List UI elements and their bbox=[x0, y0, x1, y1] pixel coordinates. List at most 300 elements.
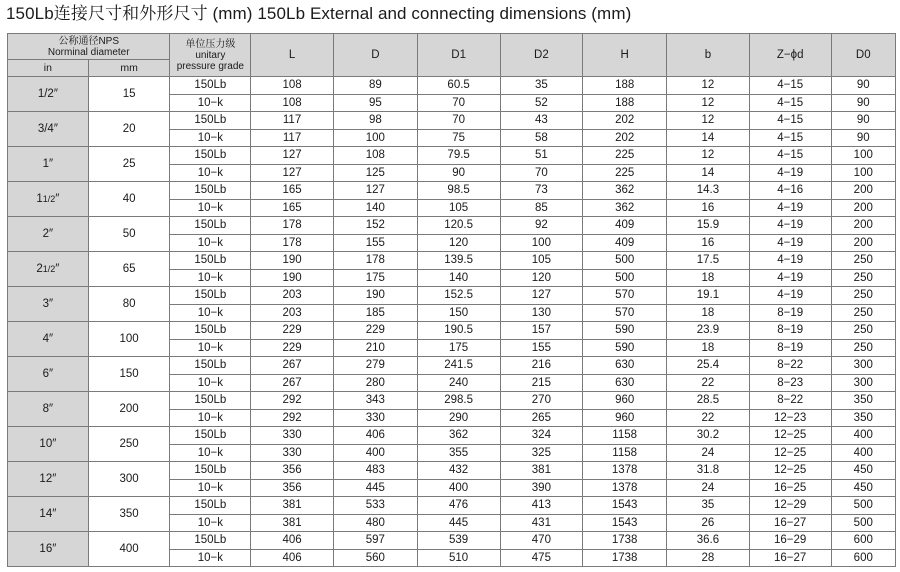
value-cell: 185 bbox=[333, 304, 417, 322]
value-cell: 4−19 bbox=[749, 217, 831, 235]
value-cell: 381 bbox=[251, 514, 334, 532]
value-cell: 4−19 bbox=[749, 287, 831, 305]
table-row bbox=[8, 462, 896, 480]
nps-mm-cell: 100 bbox=[88, 322, 170, 357]
table-row bbox=[8, 532, 896, 550]
value-cell: 325 bbox=[500, 444, 583, 462]
value-cell: 51 bbox=[500, 147, 583, 165]
value-cell: 292 bbox=[251, 409, 334, 427]
value-cell: 432 bbox=[417, 462, 500, 480]
nps-mm-cell: 65 bbox=[88, 252, 170, 287]
value-cell: 1738 bbox=[583, 549, 667, 567]
grade-cell: 10−k bbox=[170, 304, 251, 322]
value-cell: 4−15 bbox=[749, 94, 831, 112]
grade-cell: 10−k bbox=[170, 339, 251, 357]
value-cell: 108 bbox=[333, 147, 417, 165]
value-cell: 90 bbox=[831, 94, 895, 112]
value-cell: 12−29 bbox=[749, 497, 831, 515]
value-cell: 16 bbox=[667, 234, 750, 252]
value-cell: 300 bbox=[831, 374, 895, 392]
table-row bbox=[8, 77, 896, 95]
value-cell: 4−19 bbox=[749, 199, 831, 217]
value-cell: 90 bbox=[417, 164, 500, 182]
value-cell: 250 bbox=[831, 322, 895, 340]
value-cell: 300 bbox=[831, 357, 895, 375]
value-cell: 79.5 bbox=[417, 147, 500, 165]
value-cell: 200 bbox=[831, 199, 895, 217]
value-cell: 250 bbox=[831, 269, 895, 287]
value-cell: 533 bbox=[333, 497, 417, 515]
value-cell: 12−25 bbox=[749, 462, 831, 480]
value-cell: 24 bbox=[667, 479, 750, 497]
value-cell: 19.1 bbox=[667, 287, 750, 305]
grade-cell: 150Lb bbox=[170, 322, 251, 340]
value-cell: 100 bbox=[333, 129, 417, 147]
value-cell: 590 bbox=[583, 322, 667, 340]
value-cell: 127 bbox=[500, 287, 583, 305]
value-cell: 70 bbox=[500, 164, 583, 182]
value-cell: 120 bbox=[500, 269, 583, 287]
value-cell: 450 bbox=[831, 462, 895, 480]
value-cell: 560 bbox=[333, 549, 417, 567]
value-cell: 14 bbox=[667, 164, 750, 182]
value-cell: 250 bbox=[831, 287, 895, 305]
value-cell: 225 bbox=[583, 147, 667, 165]
table-row bbox=[8, 392, 896, 410]
value-cell: 630 bbox=[583, 374, 667, 392]
nps-mm-cell: 80 bbox=[88, 287, 170, 322]
value-cell: 265 bbox=[500, 409, 583, 427]
value-cell: 1378 bbox=[583, 462, 667, 480]
fraction-part: 1/2 bbox=[42, 264, 56, 274]
value-cell: 250 bbox=[831, 304, 895, 322]
header-col-b: b bbox=[667, 34, 750, 77]
header-nominal-diameter bbox=[8, 34, 170, 60]
header-in: in bbox=[8, 60, 89, 77]
grade-cell: 150Lb bbox=[170, 77, 251, 95]
nps-in-cell: 4″ bbox=[8, 322, 89, 357]
nps-mm-cell: 350 bbox=[88, 497, 170, 532]
value-cell: 8−22 bbox=[749, 357, 831, 375]
value-cell: 202 bbox=[583, 129, 667, 147]
value-cell: 120 bbox=[417, 234, 500, 252]
value-cell: 480 bbox=[333, 514, 417, 532]
value-cell: 105 bbox=[417, 199, 500, 217]
value-cell: 12−23 bbox=[749, 409, 831, 427]
value-cell: 175 bbox=[417, 339, 500, 357]
value-cell: 12−25 bbox=[749, 444, 831, 462]
value-cell: 152 bbox=[333, 217, 417, 235]
value-cell: 413 bbox=[500, 497, 583, 515]
value-cell: 28 bbox=[667, 549, 750, 567]
value-cell: 292 bbox=[251, 392, 334, 410]
value-cell: 500 bbox=[831, 514, 895, 532]
table-row bbox=[8, 252, 896, 270]
value-cell: 8−19 bbox=[749, 339, 831, 357]
nps-mm-cell: 20 bbox=[88, 112, 170, 147]
value-cell: 200 bbox=[831, 234, 895, 252]
grade-cell: 150Lb bbox=[170, 427, 251, 445]
value-cell: 362 bbox=[417, 427, 500, 445]
value-cell: 240 bbox=[417, 374, 500, 392]
value-cell: 60.5 bbox=[417, 77, 500, 95]
value-cell: 178 bbox=[251, 234, 334, 252]
header-col-D2: D2 bbox=[500, 34, 583, 77]
value-cell: 600 bbox=[831, 532, 895, 550]
value-cell: 1158 bbox=[583, 427, 667, 445]
grade-cell: 10−k bbox=[170, 234, 251, 252]
header-nps-en: Norminal diameter bbox=[47, 47, 130, 58]
value-cell: 58 bbox=[500, 129, 583, 147]
nps-mm-cell: 250 bbox=[88, 427, 170, 462]
header-grade-en1: unitary bbox=[195, 49, 226, 61]
value-cell: 267 bbox=[251, 374, 334, 392]
grade-cell: 150Lb bbox=[170, 532, 251, 550]
value-cell: 4−15 bbox=[749, 77, 831, 95]
value-cell: 4−19 bbox=[749, 269, 831, 287]
header-col-L: L bbox=[251, 34, 334, 77]
grade-cell: 10−k bbox=[170, 374, 251, 392]
table-row bbox=[8, 497, 896, 515]
value-cell: 200 bbox=[831, 217, 895, 235]
value-cell: 298.5 bbox=[417, 392, 500, 410]
value-cell: 22 bbox=[667, 409, 750, 427]
value-cell: 330 bbox=[333, 409, 417, 427]
value-cell: 470 bbox=[500, 532, 583, 550]
grade-cell: 150Lb bbox=[170, 462, 251, 480]
value-cell: 597 bbox=[333, 532, 417, 550]
value-cell: 400 bbox=[333, 444, 417, 462]
nps-in-cell: 10″ bbox=[8, 427, 89, 462]
value-cell: 35 bbox=[500, 77, 583, 95]
value-cell: 90 bbox=[831, 129, 895, 147]
grade-cell: 150Lb bbox=[170, 287, 251, 305]
nps-mm-cell: 50 bbox=[88, 217, 170, 252]
value-cell: 216 bbox=[500, 357, 583, 375]
grade-cell: 150Lb bbox=[170, 497, 251, 515]
value-cell: 500 bbox=[583, 269, 667, 287]
fraction-part: 1/2 bbox=[42, 194, 56, 204]
header-grade-en2: pressure grade bbox=[176, 60, 244, 72]
value-cell: 570 bbox=[583, 304, 667, 322]
value-cell: 445 bbox=[333, 479, 417, 497]
value-cell: 89 bbox=[333, 77, 417, 95]
table-row bbox=[8, 147, 896, 165]
grade-cell: 150Lb bbox=[170, 252, 251, 270]
value-cell: 188 bbox=[583, 94, 667, 112]
value-cell: 362 bbox=[583, 182, 667, 200]
value-cell: 139.5 bbox=[417, 252, 500, 270]
table-row bbox=[8, 322, 896, 340]
header-col-D: D bbox=[333, 34, 417, 77]
value-cell: 165 bbox=[251, 182, 334, 200]
value-cell: 250 bbox=[831, 339, 895, 357]
value-cell: 75 bbox=[417, 129, 500, 147]
value-cell: 140 bbox=[417, 269, 500, 287]
value-cell: 152.5 bbox=[417, 287, 500, 305]
value-cell: 225 bbox=[583, 164, 667, 182]
value-cell: 356 bbox=[251, 462, 334, 480]
value-cell: 324 bbox=[500, 427, 583, 445]
grade-cell: 150Lb bbox=[170, 357, 251, 375]
grade-cell: 150Lb bbox=[170, 392, 251, 410]
value-cell: 356 bbox=[251, 479, 334, 497]
grade-cell: 150Lb bbox=[170, 112, 251, 130]
value-cell: 90 bbox=[831, 112, 895, 130]
nps-mm-cell: 15 bbox=[88, 77, 170, 112]
value-cell: 105 bbox=[500, 252, 583, 270]
value-cell: 1158 bbox=[583, 444, 667, 462]
value-cell: 16 bbox=[667, 199, 750, 217]
value-cell: 4−19 bbox=[749, 252, 831, 270]
value-cell: 4−16 bbox=[749, 182, 831, 200]
value-cell: 267 bbox=[251, 357, 334, 375]
value-cell: 178 bbox=[333, 252, 417, 270]
value-cell: 1738 bbox=[583, 532, 667, 550]
value-cell: 188 bbox=[583, 77, 667, 95]
value-cell: 14.3 bbox=[667, 182, 750, 200]
header-col-H: H bbox=[583, 34, 667, 77]
grade-cell: 10−k bbox=[170, 164, 251, 182]
value-cell: 117 bbox=[251, 129, 334, 147]
value-cell: 22 bbox=[667, 374, 750, 392]
value-cell: 4−19 bbox=[749, 234, 831, 252]
value-cell: 16−27 bbox=[749, 549, 831, 567]
value-cell: 343 bbox=[333, 392, 417, 410]
value-cell: 190.5 bbox=[417, 322, 500, 340]
value-cell: 30.2 bbox=[667, 427, 750, 445]
grade-cell: 10−k bbox=[170, 549, 251, 567]
value-cell: 229 bbox=[251, 322, 334, 340]
grade-cell: 10−k bbox=[170, 269, 251, 287]
value-cell: 431 bbox=[500, 514, 583, 532]
nps-in-cell: 3″ bbox=[8, 287, 89, 322]
table-body bbox=[8, 34, 896, 567]
value-cell: 483 bbox=[333, 462, 417, 480]
grade-cell: 150Lb bbox=[170, 182, 251, 200]
value-cell: 210 bbox=[333, 339, 417, 357]
header-row bbox=[8, 34, 896, 60]
value-cell: 1378 bbox=[583, 479, 667, 497]
table-row bbox=[8, 217, 896, 235]
value-cell: 330 bbox=[251, 444, 334, 462]
header-nps-cn: 公称通径NPS bbox=[58, 36, 120, 47]
table-row bbox=[8, 112, 896, 130]
value-cell: 200 bbox=[831, 182, 895, 200]
value-cell: 140 bbox=[333, 199, 417, 217]
value-cell: 52 bbox=[500, 94, 583, 112]
value-cell: 108 bbox=[251, 77, 334, 95]
value-cell: 330 bbox=[251, 427, 334, 445]
value-cell: 381 bbox=[251, 497, 334, 515]
value-cell: 400 bbox=[831, 444, 895, 462]
value-cell: 178 bbox=[251, 217, 334, 235]
nps-mm-cell: 200 bbox=[88, 392, 170, 427]
value-cell: 25.4 bbox=[667, 357, 750, 375]
value-cell: 70 bbox=[417, 94, 500, 112]
value-cell: 150 bbox=[417, 304, 500, 322]
value-cell: 290 bbox=[417, 409, 500, 427]
value-cell: 406 bbox=[251, 549, 334, 567]
value-cell: 12 bbox=[667, 94, 750, 112]
value-cell: 406 bbox=[333, 427, 417, 445]
header-col-D0: D0 bbox=[831, 34, 895, 77]
value-cell: 100 bbox=[831, 147, 895, 165]
value-cell: 600 bbox=[831, 549, 895, 567]
value-cell: 120.5 bbox=[417, 217, 500, 235]
grade-cell: 150Lb bbox=[170, 147, 251, 165]
grade-cell: 10−k bbox=[170, 129, 251, 147]
value-cell: 630 bbox=[583, 357, 667, 375]
value-cell: 12 bbox=[667, 77, 750, 95]
value-cell: 35 bbox=[667, 497, 750, 515]
value-cell: 229 bbox=[333, 322, 417, 340]
nps-in-cell: 1″ bbox=[8, 147, 89, 182]
value-cell: 23.9 bbox=[667, 322, 750, 340]
value-cell: 18 bbox=[667, 339, 750, 357]
value-cell: 409 bbox=[583, 217, 667, 235]
value-cell: 36.6 bbox=[667, 532, 750, 550]
value-cell: 14 bbox=[667, 129, 750, 147]
value-cell: 450 bbox=[831, 479, 895, 497]
value-cell: 1543 bbox=[583, 497, 667, 515]
value-cell: 130 bbox=[500, 304, 583, 322]
header-pressure-grade bbox=[170, 34, 251, 77]
grade-cell: 10−k bbox=[170, 444, 251, 462]
value-cell: 12 bbox=[667, 112, 750, 130]
header-mm: mm bbox=[88, 60, 170, 77]
value-cell: 215 bbox=[500, 374, 583, 392]
value-cell: 8−19 bbox=[749, 322, 831, 340]
value-cell: 409 bbox=[583, 234, 667, 252]
page-title: 150Lb连接尺寸和外形尺寸 (mm) 150Lb External and connecting dimensions (mm) bbox=[6, 4, 632, 23]
grade-cell: 150Lb bbox=[170, 217, 251, 235]
value-cell: 100 bbox=[500, 234, 583, 252]
value-cell: 355 bbox=[417, 444, 500, 462]
value-cell: 18 bbox=[667, 304, 750, 322]
value-cell: 510 bbox=[417, 549, 500, 567]
value-cell: 98 bbox=[333, 112, 417, 130]
value-cell: 190 bbox=[333, 287, 417, 305]
value-cell: 70 bbox=[417, 112, 500, 130]
value-cell: 26 bbox=[667, 514, 750, 532]
grade-cell: 10−k bbox=[170, 479, 251, 497]
value-cell: 476 bbox=[417, 497, 500, 515]
value-cell: 16−25 bbox=[749, 479, 831, 497]
value-cell: 16−29 bbox=[749, 532, 831, 550]
nps-in-cell: 3/4″ bbox=[8, 112, 89, 147]
value-cell: 500 bbox=[831, 497, 895, 515]
value-cell: 8−19 bbox=[749, 304, 831, 322]
value-cell: 190 bbox=[251, 252, 334, 270]
value-cell: 539 bbox=[417, 532, 500, 550]
value-cell: 31.8 bbox=[667, 462, 750, 480]
value-cell: 362 bbox=[583, 199, 667, 217]
value-cell: 229 bbox=[251, 339, 334, 357]
value-cell: 350 bbox=[831, 409, 895, 427]
nps-mm-cell: 150 bbox=[88, 357, 170, 392]
value-cell: 17.5 bbox=[667, 252, 750, 270]
value-cell: 12−25 bbox=[749, 427, 831, 445]
value-cell: 98.5 bbox=[417, 182, 500, 200]
value-cell: 381 bbox=[500, 462, 583, 480]
value-cell: 92 bbox=[500, 217, 583, 235]
nps-in-cell: 16″ bbox=[8, 532, 89, 567]
value-cell: 108 bbox=[251, 94, 334, 112]
table-row bbox=[8, 427, 896, 445]
nps-mm-cell: 400 bbox=[88, 532, 170, 567]
value-cell: 155 bbox=[500, 339, 583, 357]
nps-mm-cell: 300 bbox=[88, 462, 170, 497]
value-cell: 4−15 bbox=[749, 112, 831, 130]
value-cell: 85 bbox=[500, 199, 583, 217]
value-cell: 350 bbox=[831, 392, 895, 410]
value-cell: 15.9 bbox=[667, 217, 750, 235]
nps-mm-cell: 25 bbox=[88, 147, 170, 182]
value-cell: 400 bbox=[831, 427, 895, 445]
value-cell: 203 bbox=[251, 304, 334, 322]
value-cell: 127 bbox=[333, 182, 417, 200]
value-cell: 280 bbox=[333, 374, 417, 392]
value-cell: 12 bbox=[667, 147, 750, 165]
value-cell: 95 bbox=[333, 94, 417, 112]
value-cell: 960 bbox=[583, 409, 667, 427]
value-cell: 117 bbox=[251, 112, 334, 130]
nps-in-cell: 21/2″ bbox=[8, 252, 89, 287]
nps-in-cell: 1/2″ bbox=[8, 77, 89, 112]
nps-in-cell: 14″ bbox=[8, 497, 89, 532]
value-cell: 960 bbox=[583, 392, 667, 410]
value-cell: 157 bbox=[500, 322, 583, 340]
value-cell: 500 bbox=[583, 252, 667, 270]
value-cell: 28.5 bbox=[667, 392, 750, 410]
nps-mm-cell: 40 bbox=[88, 182, 170, 217]
value-cell: 190 bbox=[251, 269, 334, 287]
value-cell: 175 bbox=[333, 269, 417, 287]
grade-cell: 10−k bbox=[170, 199, 251, 217]
value-cell: 8−23 bbox=[749, 374, 831, 392]
grade-cell: 10−k bbox=[170, 514, 251, 532]
value-cell: 270 bbox=[500, 392, 583, 410]
nps-in-cell: 12″ bbox=[8, 462, 89, 497]
value-cell: 406 bbox=[251, 532, 334, 550]
table-row bbox=[8, 287, 896, 305]
value-cell: 445 bbox=[417, 514, 500, 532]
value-cell: 16−27 bbox=[749, 514, 831, 532]
value-cell: 590 bbox=[583, 339, 667, 357]
header-col-Z-phi-d: Z−ϕd bbox=[749, 34, 831, 77]
dimensions-table bbox=[7, 33, 896, 567]
nps-in-cell: 6″ bbox=[8, 357, 89, 392]
value-cell: 155 bbox=[333, 234, 417, 252]
header-grade-cn: 单位压力级 bbox=[185, 38, 236, 50]
header-col-D1: D1 bbox=[417, 34, 500, 77]
value-cell: 125 bbox=[333, 164, 417, 182]
value-cell: 4−19 bbox=[749, 164, 831, 182]
value-cell: 1543 bbox=[583, 514, 667, 532]
value-cell: 279 bbox=[333, 357, 417, 375]
value-cell: 73 bbox=[500, 182, 583, 200]
nps-in-cell: 8″ bbox=[8, 392, 89, 427]
grade-cell: 10−k bbox=[170, 409, 251, 427]
value-cell: 4−15 bbox=[749, 129, 831, 147]
value-cell: 165 bbox=[251, 199, 334, 217]
value-cell: 250 bbox=[831, 252, 895, 270]
table-row bbox=[8, 357, 896, 375]
value-cell: 400 bbox=[417, 479, 500, 497]
value-cell: 475 bbox=[500, 549, 583, 567]
value-cell: 241.5 bbox=[417, 357, 500, 375]
